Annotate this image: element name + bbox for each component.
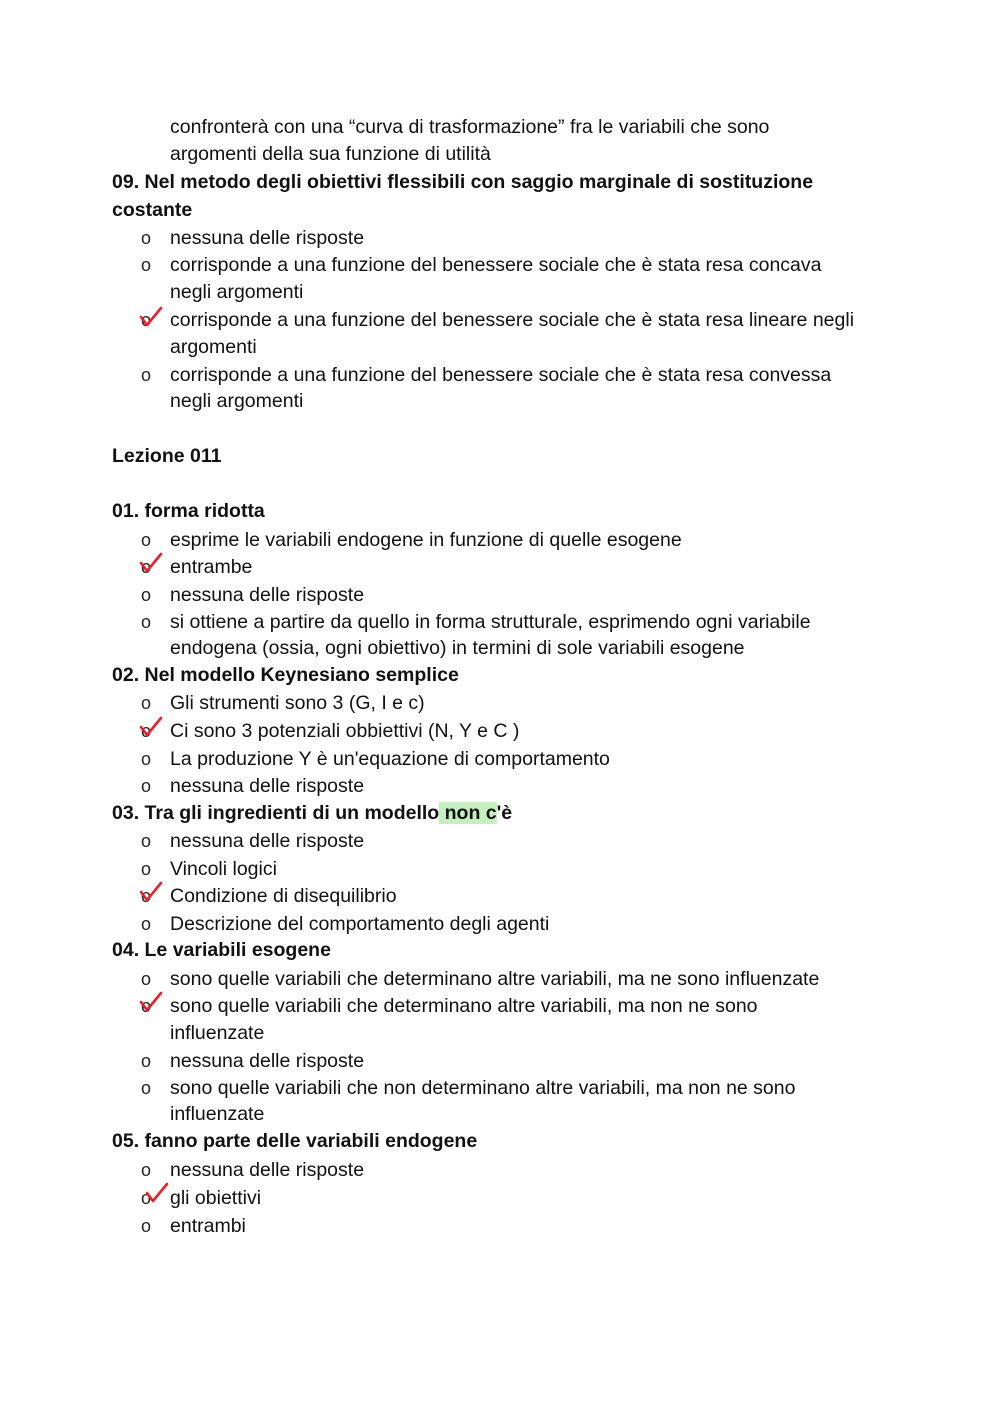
check-mark-icon [144,1181,170,1205]
option-text: endogena (ossia, ogni obiettivo) in termini di sole variabili esogene [170,637,745,659]
check-mark-icon [138,880,164,904]
option-text: La produzione Y è un'equazione di comportamento [170,748,610,770]
option-text: negli argomenti [170,281,304,303]
option-text: nessuna delle risposte [170,584,365,606]
option-text: sono quelle variabili che determinano altre variabili, ma ne sono influenzate [170,968,820,990]
option-bullet: o [141,365,152,385]
answer-text: confronterà con una “curva di trasformazione” fra le variabili che sono [170,116,770,138]
question-title: 01. forma ridotta [112,500,265,522]
option-text: negli argomenti [170,390,304,412]
option-bullet: o [141,255,152,275]
option-text: esprime le variabili endogene in funzione di quelle esogene [170,529,682,551]
option-text-correct: gli obiettivi [170,1187,262,1209]
option-text-correct: entrambe [170,556,253,578]
check-mark-icon [138,715,164,739]
question-title [112,800,512,827]
option-bullet: o [141,1188,152,1208]
option-bullet: o [141,749,152,769]
option-bullet: o [141,886,152,906]
question-title: 02. Nel modello Keynesiano semplice [112,664,459,686]
option-bullet: o [141,228,152,248]
option-bullet: o [141,693,152,713]
question-title: 09. Nel metodo degli obiettivi flessibili con saggio marginale di sostituzione [112,171,814,193]
highlighted-text: non c [439,802,497,824]
option-text: Descrizione del comportamento degli agenti [170,913,550,935]
option-bullet: o [141,776,152,796]
option-text-correct: influenzate [170,1022,265,1044]
option-text-correct: corrisponde a una funzione del benessere sociale che è stata resa lineare negli [170,309,855,331]
option-text: nessuna delle risposte [170,775,365,797]
option-bullet: o [141,831,152,851]
option-bullet: o [141,585,152,605]
option-bullet: o [141,996,152,1016]
question-title: 04. Le variabili esogene [112,939,331,961]
lesson-heading: Lezione 011 [112,445,222,467]
option-text: nessuna delle risposte [170,227,365,249]
option-bullet: o [141,557,152,577]
option-bullet: o [141,1216,152,1236]
answer-text: argomenti della sua funzione di utilità [170,143,491,165]
option-text: nessuna delle risposte [170,1159,365,1181]
option-text: entrambi [170,1215,246,1237]
check-mark-icon [138,305,164,329]
option-bullet: o [141,1051,152,1071]
option-text: nessuna delle risposte [170,830,365,852]
option-text-correct: argomenti [170,336,257,358]
option-bullet: o [141,721,152,741]
question-title: costante [112,199,193,221]
option-bullet: o [141,969,152,989]
option-bullet: o [141,1078,152,1098]
check-mark-icon [138,551,164,575]
option-text: influenzate [170,1103,265,1125]
question-title-text: 'è [496,802,513,824]
option-text-correct: sono quelle variabili che determinano altre variabili, ma non ne sono [170,995,758,1017]
option-bullet: o [141,914,152,934]
option-bullet: o [141,859,152,879]
option-text: Gli strumenti sono 3 (G, I e c) [170,692,425,714]
check-mark-icon [138,990,164,1014]
option-text: sono quelle variabili che non determinano altre variabili, ma non ne sono [170,1077,796,1099]
option-text: Vincoli logici [170,858,277,880]
option-text: corrisponde a una funzione del benessere sociale che è stata resa convessa [170,364,832,386]
option-text-correct: Condizione di disequilibrio [170,885,397,907]
question-title: 05. fanno parte delle variabili endogene [112,1130,478,1152]
option-text: nessuna delle risposte [170,1050,365,1072]
option-bullet: o [141,612,152,632]
option-text-correct: Ci sono 3 potenziali obbiettivi (N, Y e C ) [170,720,520,742]
option-text: si ottiene a partire da quello in forma strutturale, esprimendo ogni variabile [170,611,811,633]
option-bullet: o [141,310,152,330]
option-text: corrisponde a una funzione del benessere sociale che è stata resa concava [170,254,822,276]
question-title-text: 03. Tra gli ingredienti di un modello [112,802,440,824]
option-bullet: o [141,530,152,550]
option-bullet: o [141,1160,152,1180]
